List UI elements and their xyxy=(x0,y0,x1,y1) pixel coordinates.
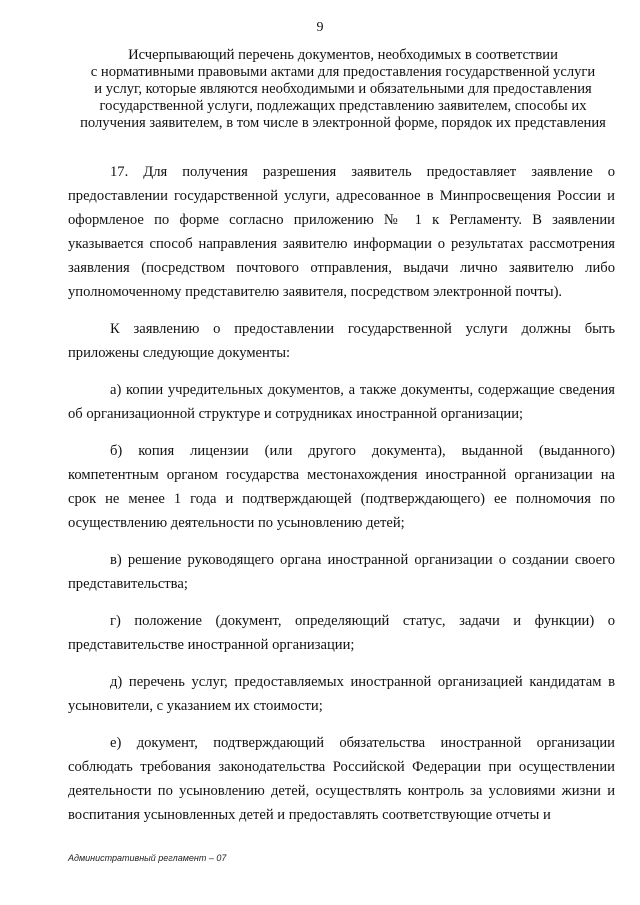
section-heading xyxy=(66,47,620,132)
list-item-b: б) копия лицензии (или другого документа), выданной (выданного) компетентным органом государства местонахождения иностранной организации на срок не менее 1 года и подтверждающей (подтверждающего) ее полномочия по осуществлению деятельности по усыновлению детей; xyxy=(68,443,615,531)
heading-line: с нормативными правовыми актами для предоставления государственной услуги xyxy=(90,64,596,80)
list-item-v: в) решение руководящего органа иностранной организации о создании своего представительства; xyxy=(68,552,615,592)
paragraph-17: 17. Для получения разрешения заявитель предоставляет заявление о предоставлении государственной услуги, адресованное в Минпросвещения России и оформленое по форме согласно приложению № 1 к Регламенту. В заявлении указывается способ направления заявителю информации о результатах рассмотрения заявления (посредством почтового отправления, выдачи лично заявителю либо уполномоченному представителю заявителя, посредством электронной почты). xyxy=(68,164,615,300)
list-item-a: а) копии учредительных документов, а также документы, содержащие сведения об организационной структуре и сотрудниках иностранной организации; xyxy=(68,382,615,422)
page-footer: Административный регламент – 07 xyxy=(68,853,227,863)
list-item-e: е) документ, подтверждающий обязательства иностранной организации соблюдать требования законодательства Российской Федерации при осуществлении деятельности по усыновлению детей, осуществлять контроль за условиями жизни и воспитания усыновленных детей и предоставлять соответствующие отчеты и xyxy=(68,735,615,823)
heading-line: и услуг, которые являются необходимыми и обязательными для предоставления xyxy=(94,81,592,97)
paragraph-attachments-intro: К заявлению о предоставлении государственной услуги должны быть приложены следующие документы: xyxy=(68,321,615,361)
list-item-d: д) перечень услуг, предоставляемых иностранной организацией кандидатам в усыновители, с указанием их стоимости; xyxy=(68,674,615,714)
list-item-g: г) положение (документ, определяющий статус, задачи и функции) о представительстве иностранной организации; xyxy=(68,613,615,653)
page-number: 9 xyxy=(316,20,324,35)
heading-line: государственной услуги, подлежащих представлению заявителем, способы их xyxy=(99,98,587,114)
document-body xyxy=(68,160,615,827)
heading-line: Исчерпывающий перечень документов, необходимых в соответствии xyxy=(128,47,558,63)
heading-line: получения заявителем, в том числе в электронной форме, порядок их представления xyxy=(80,115,606,131)
